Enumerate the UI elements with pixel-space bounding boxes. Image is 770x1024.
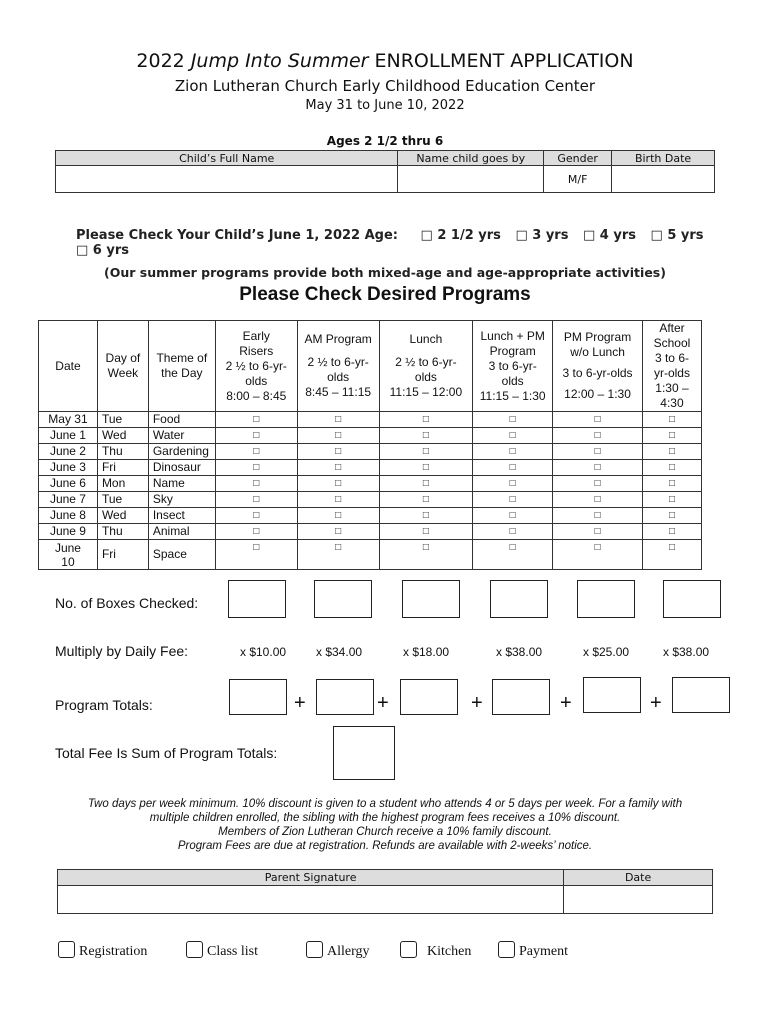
program-checkbox[interactable]: □ bbox=[473, 460, 553, 476]
program-header-early-risers bbox=[215, 321, 297, 412]
row-theme: Food bbox=[148, 412, 215, 428]
program-checkbox[interactable]: □ bbox=[379, 444, 473, 460]
program-checkbox[interactable]: □ bbox=[473, 540, 553, 570]
program-header-am-program bbox=[297, 321, 379, 412]
office-check-payment[interactable] bbox=[498, 944, 568, 960]
program-name: After School bbox=[653, 321, 691, 350]
program-checkbox[interactable]: □ bbox=[215, 476, 297, 492]
date-header: Date bbox=[39, 321, 98, 412]
plus-sign: + bbox=[377, 692, 389, 714]
program-time: 8:00 – 8:45 bbox=[226, 388, 287, 403]
title-suffix: ENROLLMENT APPLICATION bbox=[368, 50, 634, 72]
checkbox-label: Allergy bbox=[327, 944, 370, 959]
program-checkbox[interactable]: □ bbox=[297, 492, 379, 508]
row-day: Thu bbox=[97, 444, 148, 460]
form-title bbox=[0, 50, 770, 72]
program-name: PM Program w/o Lunch bbox=[563, 330, 632, 359]
program-dates: May 31 to June 10, 2022 bbox=[305, 98, 465, 113]
signature-date-header: Date bbox=[564, 870, 713, 886]
program-checkbox[interactable]: □ bbox=[379, 460, 473, 476]
age-check-row bbox=[76, 228, 716, 258]
title-year: 2022 bbox=[136, 50, 191, 72]
program-time: 8:45 – 11:15 bbox=[305, 385, 372, 399]
program-checkbox[interactable]: □ bbox=[553, 476, 643, 492]
program-checkbox[interactable]: □ bbox=[215, 492, 297, 508]
row-day: Wed bbox=[97, 508, 148, 524]
program-checkbox[interactable]: □ bbox=[642, 508, 701, 524]
policy-line: multiple children enrolled, the sibling with the highest program fees receives a 10% discount. bbox=[149, 812, 621, 824]
program-row bbox=[39, 508, 702, 524]
day-header: Day of Week bbox=[97, 321, 148, 412]
row-day: Wed bbox=[97, 428, 148, 444]
age-option-4[interactable]: □ 4 yrs bbox=[582, 228, 636, 243]
program-checkbox[interactable]: □ bbox=[473, 476, 553, 492]
program-total-field-5[interactable] bbox=[583, 677, 641, 713]
program-checkbox[interactable]: □ bbox=[642, 492, 701, 508]
age-range: Ages 2 1/2 thru 6 bbox=[326, 134, 444, 148]
program-checkbox[interactable]: □ bbox=[379, 524, 473, 540]
program-checkbox[interactable]: □ bbox=[642, 524, 701, 540]
program-checkbox[interactable]: □ bbox=[215, 444, 297, 460]
total-fee-field[interactable] bbox=[333, 726, 395, 780]
program-row bbox=[39, 444, 702, 460]
checkbox-label: Class list bbox=[207, 944, 258, 959]
program-checkbox[interactable]: □ bbox=[642, 460, 701, 476]
office-check-class-list[interactable] bbox=[186, 944, 258, 960]
theme-header: Theme of the Day bbox=[148, 321, 215, 412]
checkbox-label: Kitchen bbox=[427, 944, 472, 959]
program-total-field-3[interactable] bbox=[400, 679, 458, 715]
gender-header: Gender bbox=[544, 151, 612, 166]
program-checkbox[interactable]: □ bbox=[215, 412, 297, 428]
program-checkbox[interactable]: □ bbox=[379, 428, 473, 444]
program-ages: 3 to 6-yr-olds bbox=[488, 358, 537, 388]
row-date: June 1 bbox=[39, 428, 98, 444]
program-row bbox=[39, 460, 702, 476]
nickname-field[interactable] bbox=[398, 166, 544, 193]
age-prompt: Please Check Your Child’s June 1, 2022 Age: bbox=[76, 228, 398, 243]
fee-lunch: x $18.00 bbox=[403, 645, 450, 659]
program-header-after-school bbox=[642, 321, 701, 412]
program-checkbox[interactable]: □ bbox=[379, 508, 473, 524]
row-theme: Animal bbox=[148, 524, 215, 540]
fee-lunch-pm: x $38.00 bbox=[496, 645, 543, 659]
fee-early-risers: x $10.00 bbox=[240, 645, 287, 659]
row-theme: Gardening bbox=[148, 444, 215, 460]
programs-title: Please Check Desired Programs bbox=[239, 284, 531, 305]
program-checkbox[interactable]: □ bbox=[473, 428, 553, 444]
nickname-header: Name child goes by bbox=[398, 151, 544, 166]
fee-after-school: x $38.00 bbox=[663, 645, 710, 659]
program-checkbox[interactable]: □ bbox=[473, 412, 553, 428]
row-day: Mon bbox=[97, 476, 148, 492]
signature-table bbox=[57, 869, 713, 914]
program-checkbox[interactable]: □ bbox=[379, 412, 473, 428]
program-checkbox[interactable]: □ bbox=[553, 508, 643, 524]
age-option-2-5[interactable]: □ 2 1/2 yrs bbox=[420, 228, 501, 243]
program-row bbox=[39, 524, 702, 540]
program-checkbox[interactable]: □ bbox=[553, 492, 643, 508]
birth-date-field[interactable] bbox=[612, 166, 715, 193]
row-date: June 2 bbox=[39, 444, 98, 460]
checkbox-label: Registration bbox=[79, 944, 148, 959]
plus-sign: + bbox=[294, 692, 306, 714]
fee-am-program: x $34.00 bbox=[316, 645, 363, 659]
row-theme: Space bbox=[148, 540, 215, 570]
program-time: 11:15 – 1:30 bbox=[479, 388, 546, 403]
program-checkbox[interactable]: □ bbox=[297, 540, 379, 570]
policy-line: Two days per week minimum. 10% discount is given to a student who attends 4 or 5 days per week. For a family with bbox=[87, 798, 683, 810]
row-date: June 10 bbox=[39, 540, 98, 570]
program-row bbox=[39, 428, 702, 444]
row-theme: Dinosaur bbox=[148, 460, 215, 476]
program-checkbox[interactable]: □ bbox=[215, 508, 297, 524]
program-checkbox[interactable]: □ bbox=[553, 428, 643, 444]
checkbox-label: Payment bbox=[519, 944, 568, 959]
row-day: Fri bbox=[97, 540, 148, 570]
program-checkbox[interactable]: □ bbox=[215, 428, 297, 444]
program-row bbox=[39, 476, 702, 492]
plus-sign: + bbox=[471, 692, 483, 714]
program-checkbox[interactable]: □ bbox=[297, 428, 379, 444]
row-theme: Sky bbox=[148, 492, 215, 508]
title-program-name: Jump Into Summer bbox=[190, 50, 369, 72]
program-name: Lunch + PM Program bbox=[480, 328, 545, 358]
program-checkbox[interactable]: □ bbox=[215, 460, 297, 476]
program-time: 11:15 – 12:00 bbox=[389, 385, 463, 399]
checkbox-icon[interactable] bbox=[306, 941, 323, 958]
program-totals-label: Program Totals: bbox=[55, 697, 153, 713]
program-checkbox[interactable]: □ bbox=[553, 444, 643, 460]
program-checkbox[interactable]: □ bbox=[553, 524, 643, 540]
program-checkbox[interactable]: □ bbox=[473, 524, 553, 540]
child-info-table bbox=[55, 150, 715, 193]
plus-sign: + bbox=[560, 692, 572, 714]
boxes-checked-field-5[interactable] bbox=[577, 580, 635, 618]
program-checkbox[interactable]: □ bbox=[297, 412, 379, 428]
row-theme: Name bbox=[148, 476, 215, 492]
program-checkbox[interactable]: □ bbox=[553, 460, 643, 476]
boxes-checked-field-3[interactable] bbox=[402, 580, 460, 618]
boxes-checked-field-2[interactable] bbox=[314, 580, 372, 618]
program-name: Lunch bbox=[409, 332, 443, 346]
checkbox-icon[interactable] bbox=[400, 941, 417, 958]
row-date: June 3 bbox=[39, 460, 98, 476]
birth-date-header: Birth Date bbox=[612, 151, 715, 166]
daily-fee-label: Multiply by Daily Fee: bbox=[55, 643, 189, 659]
program-total-field-4[interactable] bbox=[492, 679, 550, 715]
program-ages: 3 to 6-yr-olds bbox=[562, 366, 633, 380]
program-checkbox[interactable]: □ bbox=[642, 540, 701, 570]
boxes-checked-field-6[interactable] bbox=[663, 580, 721, 618]
program-name: AM Program bbox=[304, 332, 372, 346]
gender-field[interactable]: M/F bbox=[544, 166, 612, 193]
program-checkbox[interactable]: □ bbox=[379, 492, 473, 508]
signature-field[interactable] bbox=[58, 886, 564, 914]
program-checkbox[interactable]: □ bbox=[379, 540, 473, 570]
program-checkbox[interactable]: □ bbox=[642, 444, 701, 460]
program-checkbox[interactable]: □ bbox=[297, 508, 379, 524]
program-checkbox[interactable]: □ bbox=[642, 412, 701, 428]
checkbox-icon[interactable] bbox=[58, 941, 75, 958]
program-checkbox[interactable]: □ bbox=[473, 492, 553, 508]
row-date: June 7 bbox=[39, 492, 98, 508]
program-ages: 3 to 6-yr-olds bbox=[653, 351, 690, 380]
program-name: Early Risers bbox=[239, 328, 274, 358]
program-checkbox[interactable]: □ bbox=[553, 412, 643, 428]
row-date: June 6 bbox=[39, 476, 98, 492]
office-check-kitchen[interactable] bbox=[400, 944, 471, 960]
program-time: 1:30 – 4:30 bbox=[655, 381, 689, 410]
row-day: Tue bbox=[97, 412, 148, 428]
program-row bbox=[39, 540, 702, 570]
fee-pm-no-lunch: x $25.00 bbox=[583, 645, 630, 659]
policy-line: Program Fees are due at registration. Refunds are available with 2-weeks’ notice. bbox=[177, 840, 593, 852]
policy-line: Members of Zion Lutheran Church receive a 10% family discount. bbox=[218, 826, 552, 838]
program-total-field-1[interactable] bbox=[229, 679, 287, 715]
office-check-allergy[interactable] bbox=[306, 944, 370, 960]
signature-header: Parent Signature bbox=[58, 870, 564, 886]
age-option-5[interactable]: □ 5 yrs bbox=[650, 228, 704, 243]
child-name-header: Child’s Full Name bbox=[56, 151, 398, 166]
org-name: Zion Lutheran Church Early Childhood Education Center bbox=[174, 77, 596, 95]
age-option-6[interactable]: □ 6 yrs bbox=[76, 243, 130, 258]
program-checkbox[interactable]: □ bbox=[215, 540, 297, 570]
program-checkbox[interactable]: □ bbox=[297, 460, 379, 476]
program-ages: 2 ½ to 6-yr-olds bbox=[307, 355, 369, 384]
row-date: June 8 bbox=[39, 508, 98, 524]
program-checkbox[interactable]: □ bbox=[297, 524, 379, 540]
plus-sign: + bbox=[650, 692, 662, 714]
boxes-checked-field-1[interactable] bbox=[228, 580, 286, 618]
programs-note: (Our summer programs provide both mixed-age and age-appropriate activities) bbox=[104, 265, 666, 280]
program-header-lunch-pm bbox=[473, 321, 553, 412]
boxes-checked-field-4[interactable] bbox=[490, 580, 548, 618]
row-theme: Insect bbox=[148, 508, 215, 524]
program-checkbox[interactable]: □ bbox=[473, 444, 553, 460]
row-day: Tue bbox=[97, 492, 148, 508]
checkbox-icon[interactable] bbox=[186, 941, 203, 958]
signature-date-field[interactable] bbox=[564, 886, 713, 914]
program-ages: 2 ½ to 6-yr-olds bbox=[225, 358, 287, 388]
row-day: Fri bbox=[97, 460, 148, 476]
program-checkbox[interactable]: □ bbox=[553, 540, 643, 570]
age-option-3[interactable]: □ 3 yrs bbox=[515, 228, 569, 243]
program-checkbox[interactable]: □ bbox=[379, 476, 473, 492]
program-checkbox[interactable]: □ bbox=[473, 508, 553, 524]
checkbox-icon[interactable] bbox=[498, 941, 515, 958]
child-name-field[interactable] bbox=[56, 166, 398, 193]
program-checkbox[interactable]: □ bbox=[297, 476, 379, 492]
program-checkbox[interactable]: □ bbox=[642, 428, 701, 444]
program-ages: 2 ½ to 6-yr-olds bbox=[395, 355, 457, 384]
row-date: June 9 bbox=[39, 524, 98, 540]
program-checkbox[interactable]: □ bbox=[215, 524, 297, 540]
row-theme: Water bbox=[148, 428, 215, 444]
program-table bbox=[38, 320, 702, 570]
total-fee-label: Total Fee Is Sum of Program Totals: bbox=[55, 745, 278, 761]
row-date: May 31 bbox=[39, 412, 98, 428]
program-total-field-6[interactable] bbox=[672, 677, 730, 713]
program-row bbox=[39, 492, 702, 508]
program-header-pm-no-lunch bbox=[553, 321, 643, 412]
policy-notes bbox=[40, 797, 730, 853]
boxes-checked-label: No. of Boxes Checked: bbox=[55, 595, 199, 611]
program-time: 12:00 – 1:30 bbox=[564, 387, 631, 401]
program-row bbox=[39, 412, 702, 428]
row-day: Thu bbox=[97, 524, 148, 540]
program-checkbox[interactable]: □ bbox=[297, 444, 379, 460]
office-check-registration[interactable] bbox=[58, 944, 147, 960]
program-checkbox[interactable]: □ bbox=[642, 476, 701, 492]
program-header-lunch bbox=[379, 321, 473, 412]
program-total-field-2[interactable] bbox=[316, 679, 374, 715]
